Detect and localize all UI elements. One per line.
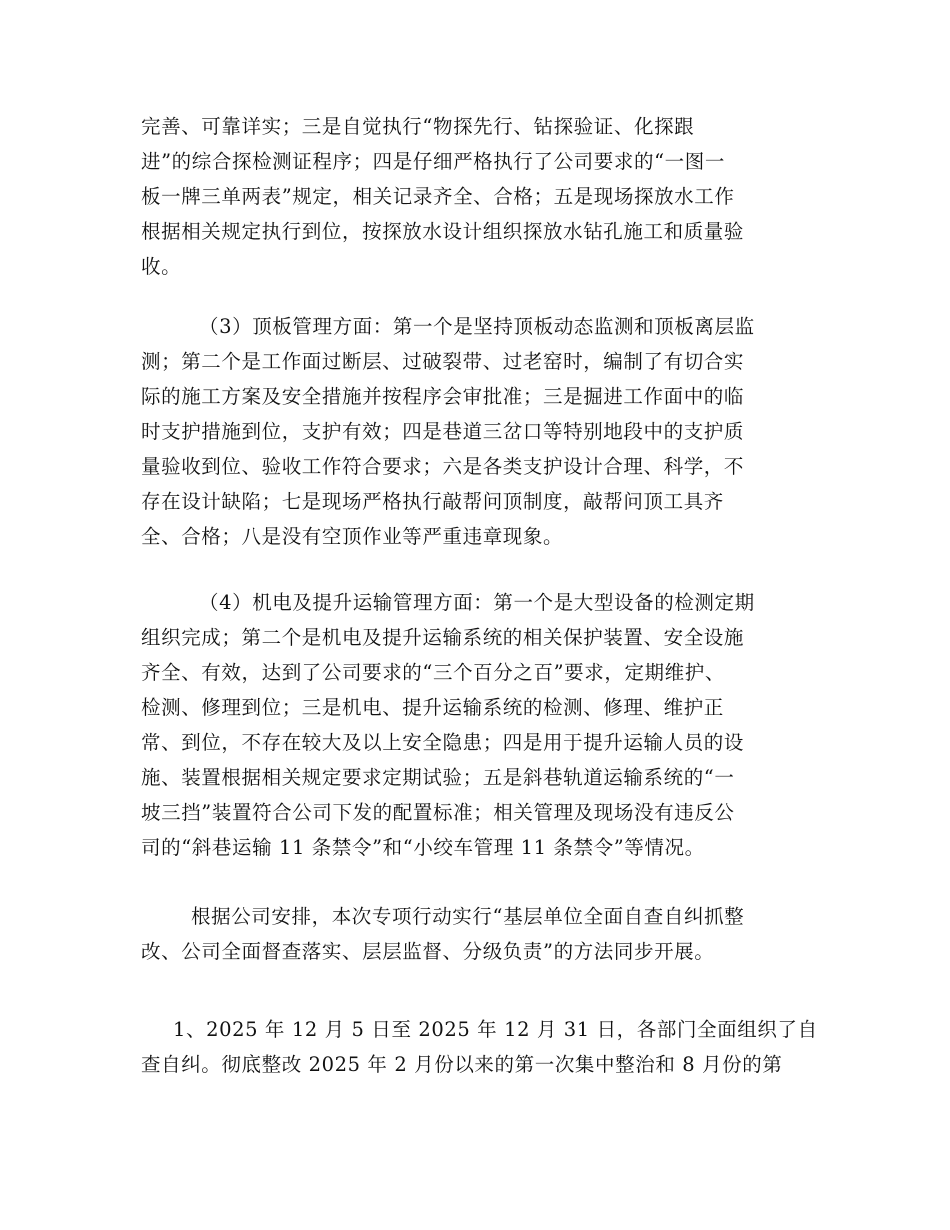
text-line: 司的“斜巷运输 11 条禁令”和“小绞车管理 11 条禁令”等情况。 — [141, 836, 705, 859]
text-line: （3）顶板管理方面：第一个是坚持顶板动态监测和顶板离层监 — [199, 315, 755, 338]
text-line: 根据相关规定执行到位，按探放水设计组织探放水钻孔施工和质量验 — [141, 220, 745, 243]
text-line: 收。 — [141, 255, 182, 278]
text-line: 完善、可靠详实；三是自觉执行“物探先行、钻探验证、化探跟 — [141, 115, 695, 138]
text-line: 改、公司全面督查落实、层层监督、分级负责”的方法同步开展。 — [141, 940, 715, 963]
text-line: 际的施工方案及安全措施并按程序会审批准；三是掘进工作面中的临 — [141, 385, 745, 408]
text-line: 查自纠。彻底整改 2025 年 2 月份以来的第一次集中整治和 8 月份的第 — [141, 1053, 783, 1076]
text-line: 进”的综合探检测证程序；四是仔细严格执行了公司要求的“一图一 — [141, 150, 725, 173]
text-line: 根据公司安排，本次专项行动实行“基层单位全面自查自纠抓整 — [191, 905, 745, 928]
paragraph-water-prevention — [141, 109, 801, 284]
text-line: 施、装置根据相关规定要求定期试验；五是斜巷轨道运输系统的“一 — [141, 766, 735, 789]
text-line: 板一牌三单两表”规定，相关记录齐全、合格；五是现场探放水工作 — [141, 185, 735, 208]
text-line: （4）机电及提升运输管理方面：第一个是大型设备的检测定期 — [199, 591, 755, 614]
text-line: 组织完成；第二个是机电及提升运输系统的相关保护装置、安全设施 — [141, 626, 745, 649]
paragraph-arrangement — [141, 899, 801, 969]
text-line: 坡三挡”装置符合公司下发的配置标准；相关管理及现场没有违反公 — [141, 801, 735, 824]
text-line: 1、2025 年 12 月 5 日至 2025 年 12 月 31 日，各部门全面组织了自 — [173, 1018, 818, 1041]
text-line: 量验收到位、验收工作符合要求；六是各类支护设计合理、科学，不 — [141, 455, 745, 478]
text-line: 全、合格；八是没有空顶作业等严重违章现象。 — [141, 525, 564, 548]
text-line: 齐全、有效，达到了公司要求的“三个百分之百”要求，定期维护、 — [141, 661, 725, 684]
text-line: 存在设计缺陷；七是现场严格执行敲帮问顶制度，敲帮问顶工具齐 — [141, 490, 724, 513]
paragraph-roof-management — [141, 309, 801, 554]
text-line: 时支护措施到位，支护有效；四是巷道三岔口等特别地段中的支护质 — [141, 420, 745, 443]
text-line: 测；第二个是工作面过断层、过破裂带、过老窑时，编制了有切合实 — [141, 350, 745, 373]
paragraph-self-inspection — [141, 1012, 818, 1082]
paragraph-electromechanical — [141, 585, 801, 865]
text-line: 常、到位，不存在较大及以上安全隐患；四是用于提升运输人员的设 — [141, 731, 745, 754]
text-line: 检测、修理到位；三是机电、提升运输系统的检测、修理、维护正 — [141, 696, 724, 719]
